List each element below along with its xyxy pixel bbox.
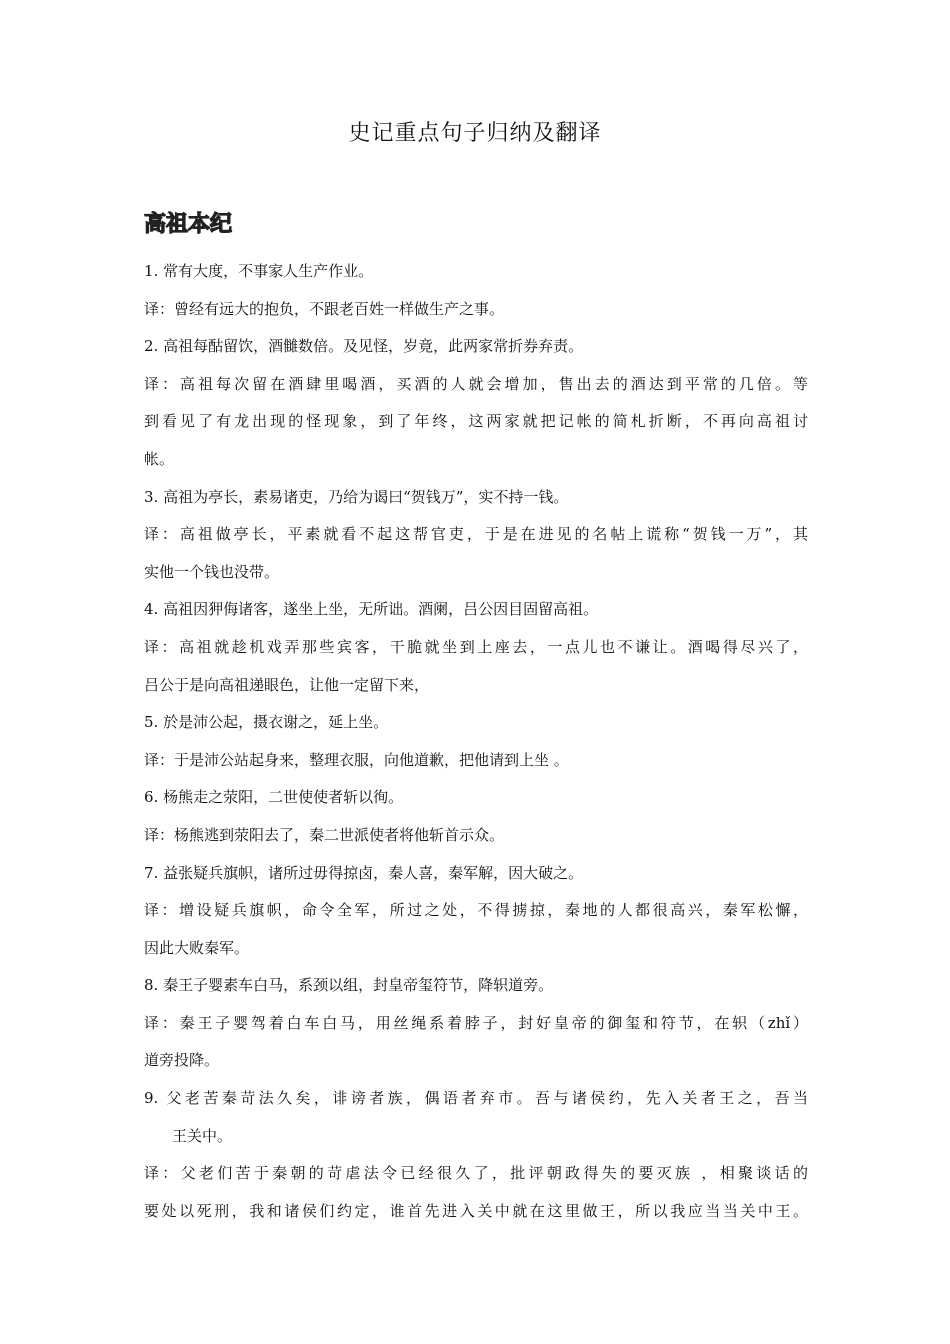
sentence-line: 1. 常有大度，不事家人生产作业。 — [144, 262, 374, 280]
sentence-line: 8. 秦王子婴素车白马，系颈以组，封皇帝玺符节，降轵道旁。 — [144, 976, 554, 995]
translation-line: 帐。 — [144, 449, 175, 468]
document-title: 史记重点句子归纳及翻译 — [348, 121, 602, 146]
translation-line: 要处以死刑，我和诸侯们约定，谁首先进入关中就在这里做王，所以我应当当关中王。 — [144, 1201, 808, 1220]
sentence-line: 2. 高祖每酤留饮，酒雠数倍。及见怪，岁竟，此两家常折券弃责。 — [144, 337, 584, 356]
translation-line: 译：增设疑兵旗帜，命令全军，所过之处，不得掳掠，秦地的人都很高兴，秦军松懈， — [144, 901, 808, 920]
translation-line: 译：高祖做亭长，平素就看不起这帮官吏，于是在进见的名帖上谎称“贺钱一万”，其 — [144, 525, 808, 544]
translation-line: 吕公于是向高祖递眼色，让他一定留下来， — [144, 675, 430, 694]
document-body — [144, 253, 808, 1230]
sentence-line: 3. 高祖为亭长，素易诸吏，乃给为谒曰“贺钱万”，实不持一钱。 — [144, 487, 569, 506]
translation-line: 译：高祖就趁机戏弄那些宾客，干脆就坐到上座去，一点儿也不谦让。酒喝得尽兴了， — [144, 637, 808, 656]
translation-line: 到看见了有龙出现的怪现象，到了年终，这两家就把记帐的简札折断，不再向高祖讨 — [144, 412, 808, 431]
translation-line: 译：杨熊逃到荥阳去了，秦二世派使者将他斩首示众。 — [144, 825, 505, 844]
translation-line: 译：于是沛公站起身来，整理衣服，向他道歉，把他请到上坐 。 — [144, 750, 569, 769]
translation-line: 实他一个钱也没带。 — [144, 562, 280, 581]
section-heading: 高祖本纪 — [144, 212, 233, 237]
translation-line: 道旁投降。 — [144, 1051, 220, 1070]
sentence-line: 5. 於是沛公起，摄衣谢之，延上坐。 — [144, 713, 389, 732]
sentence-line: 王关中。 — [172, 1126, 233, 1145]
translation-line: 译：高祖每次留在酒肆里喝酒，买酒的人就会增加，售出去的酒达到平常的几倍。等 — [144, 374, 808, 393]
translation-line: 译：曾经有远大的抱负，不跟老百姓一样做生产之事。 — [144, 299, 505, 318]
sentence-line: 4. 高祖因狎侮诸客，遂坐上坐，无所诎。酒阑，吕公因目固留高祖。 — [144, 600, 599, 619]
translation-line: 译：父老们苦于秦朝的苛虐法令已经很久了，批评朝政得失的要灭族 ，相聚谈话的 — [144, 1164, 808, 1183]
sentence-line: 9. 父老苦秦苛法久矣，诽谤者族，偶语者弃市。吾与诸侯约，先入关者王之，吾当 — [144, 1089, 808, 1108]
sentence-line: 7. 益张疑兵旗帜，诸所过毋得掠卤，秦人喜，秦军解，因大破之。 — [144, 863, 584, 882]
translation-line: 因此大败秦军。 — [144, 938, 250, 957]
sentence-line: 6. 杨熊走之荥阳，二世使使者斩以徇。 — [144, 788, 404, 807]
translation-line: 译：秦王子婴驾着白车白马，用丝绳系着脖子，封好皇帝的御玺和符节，在轵（zhǐ） — [144, 1013, 808, 1032]
